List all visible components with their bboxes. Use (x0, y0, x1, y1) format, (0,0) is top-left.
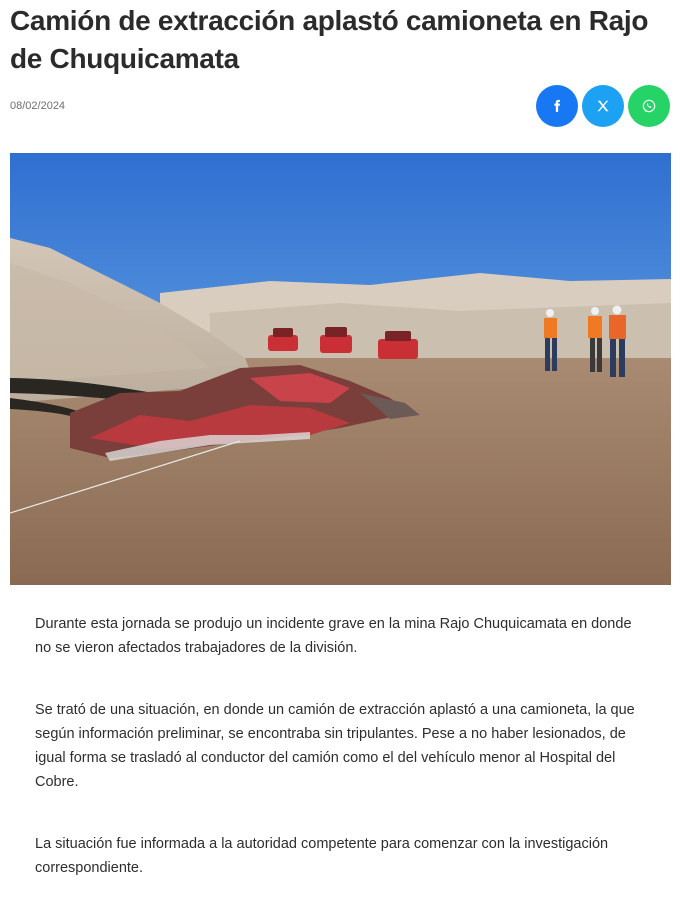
share-facebook-button[interactable] (536, 85, 578, 127)
share-whatsapp-button[interactable] (628, 85, 670, 127)
article-title: Camión de extracción aplastó camioneta en Rajo de Chuquicamata (10, 5, 649, 74)
article-body (35, 612, 650, 918)
article-paragraph: Durante esta jornada se produjo un incidente grave en la mina Rajo Chuquicamata en donde no se vieron afectados trabajadores de la división. (35, 616, 632, 656)
article-date: 08/02/2024 (10, 100, 66, 112)
mine-accident-image (10, 153, 671, 585)
article-paragraph: Se trató de una situación, en donde un camión de extracción aplastó a una camioneta, la que según información preliminar, se encontraba sin tripulantes. Pese a no haber lesionados, de igual forma se trasladó al conductor del camión como el del vehículo menor al Hospital del Cobre. (35, 702, 635, 790)
whatsapp-icon (641, 98, 657, 114)
article-paragraph: La situación fue informada a la autoridad competente para comenzar con la investigación correspondiente. (35, 836, 609, 876)
x-icon (596, 99, 610, 113)
share-bar (536, 85, 670, 127)
facebook-icon (550, 99, 564, 113)
article-photo (10, 153, 671, 585)
share-x-button[interactable] (582, 85, 624, 127)
